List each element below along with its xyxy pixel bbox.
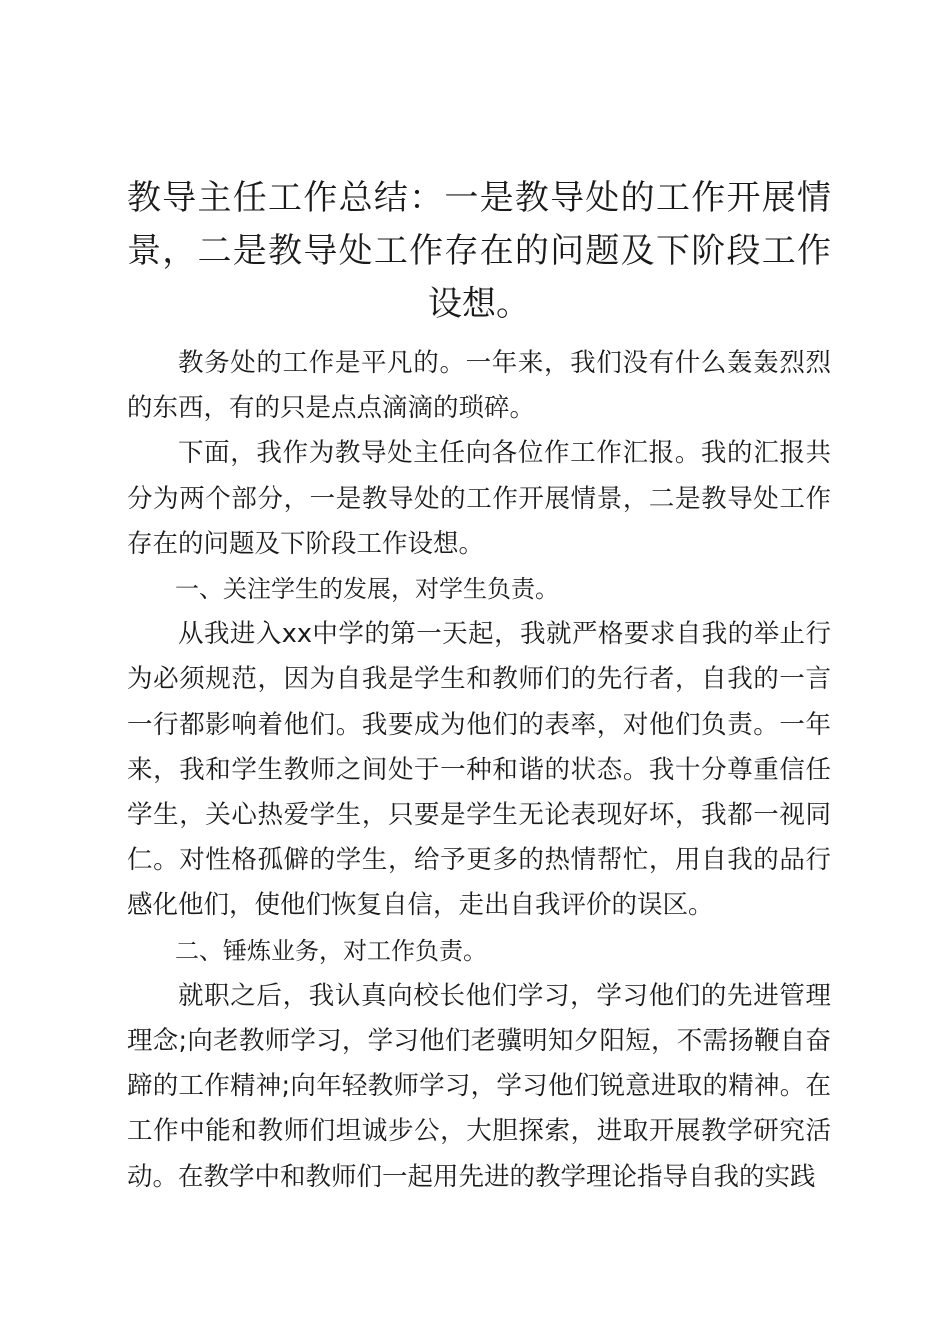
document-page <box>127 172 831 1200</box>
section-heading-2: 二、锤炼业务，对工作负责。 <box>175 936 487 965</box>
document-title: 教导主任工作总结：一是教导处的工作开展情景，二是教导处工作存在的问题及下阶段工作设想。 <box>127 178 831 324</box>
paragraph-section-1: 从我进入xx中学的第一天起，我就严格要求自我的举止行为必须规范，因为自我是学生和教师们的先行者，自我的一言一行都影响着他们。我要成为他们的表率，对他们负责。一年来，我和学生教师之间处于一种和谐的状态。我十分尊重信任学生，关心热爱学生，只要是学生无论表现好坏，我都一视同仁。对性格孤僻的学生，给予更多的热情帮忙，用自我的品行感化他们，使他们恢复自信，走出自我评价的误区。 <box>127 619 831 921</box>
paragraph-section-2: 就职之后，我认真向校长他们学习，学习他们的先进管理理念;向老教师学习，学习他们老骥明知夕阳短，不需扬鞭自奋蹄的工作精神;向年轻教师学习，学习他们锐意进取的精神。在工作中能和教师们坦诚步公，大胆探索，进取开展教学研究活动。在教学中和教师们一起用先进的教学理论指导自我的实践 <box>127 980 831 1192</box>
section-heading-1: 一、关注学生的发展，对学生负责。 <box>175 575 559 604</box>
paragraph-intro: 教务处的工作是平凡的。一年来，我们没有什么轰轰烈烈的东西，有的只是点点滴滴的琐碎。 <box>127 348 831 424</box>
paragraph-report-overview: 下面，我作为教导处主任向各位作工作汇报。我的汇报共分为两个部分，一是教导处的工作开展情景，二是教导处工作存在的问题及下阶段工作设想。 <box>127 438 831 559</box>
document-body <box>127 341 831 1200</box>
